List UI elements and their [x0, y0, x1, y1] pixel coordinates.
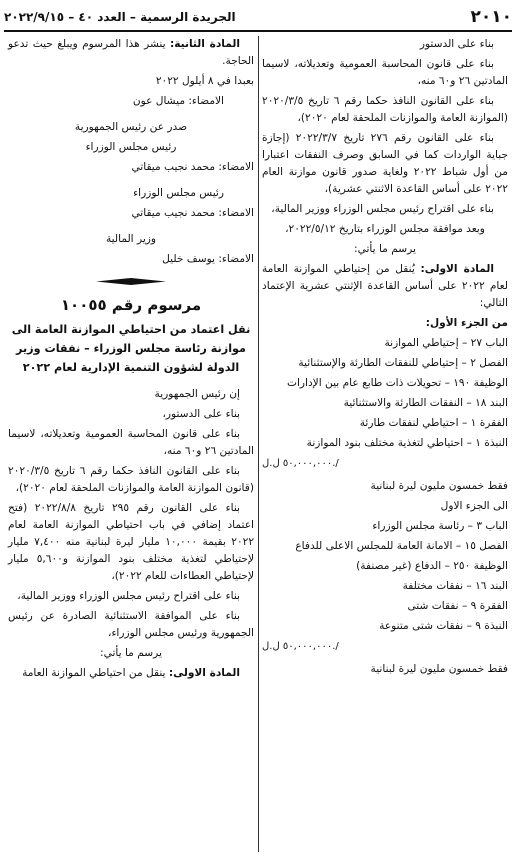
- article-2: [8, 36, 254, 70]
- signature: الامضاء: محمد نجيب ميقاتي: [131, 207, 254, 219]
- amount-words: فقط خمسون مليون ليرة لبنانية: [370, 663, 508, 675]
- from-item: الفقرة ١ – احتياطي لنفقات طارئة: [359, 417, 508, 429]
- from-item: الباب ٢٧ – إحتياطي الموازنة: [384, 337, 508, 349]
- article-1: [8, 665, 254, 682]
- section-divider: [96, 278, 166, 285]
- signature-title: صدر عن رئيس الجمهورية: [74, 121, 188, 133]
- signature: الامضاء: ميشال عون: [132, 95, 224, 107]
- preamble-line: بناء على اقتراح رئيس مجلس الوزراء ووزير المالية،: [17, 590, 240, 602]
- to-item: البند ١٦ – نفقات مختلفة: [402, 580, 508, 592]
- decree-formula: يرسم ما يأتي:: [354, 243, 416, 255]
- decree-subject: نقل اعتماد من احتياطي الموازنة العامة الى موازنة رئاسة مجلس الوزراء – نفقات وزير الدولة لشؤون التنمية الإدارية لعام ٢٠٢٢: [11, 323, 251, 374]
- to-item: الباب ٣ – رئاسة مجلس الوزراء: [372, 520, 508, 532]
- article-1-text: يُنقل من إحتياطي الموازنة العامة لعام ٢٠٢٢ على أساس القاعدة الإثنتي عشرية الإعتماد التالي:: [262, 263, 508, 309]
- issue-line: الجريدة الرسمية – العدد ٤٠ – ٢٠٢٢/٩/١٥: [4, 10, 236, 24]
- date-line: بعبدا في ٨ أيلول ٢٠٢٢: [155, 75, 254, 87]
- preamble-line: بناء على الدستور،: [162, 408, 240, 420]
- from-part-heading: من الجزء الأول:: [425, 317, 508, 329]
- amount-figure: ٥٠,٠٠٠,٠٠٠ ل.ل./: [262, 458, 339, 469]
- from-item: الفصل ٢ – إحتياطي للنفقات الطارئة والإستثنائية: [298, 357, 508, 369]
- signature-role: رئيس مجلس الوزراء: [85, 141, 177, 153]
- page-header: [4, 6, 512, 28]
- column-divider: [258, 36, 259, 852]
- from-item: البند ١٨ – النفقات الطارئة والاستثنائية: [343, 397, 508, 409]
- amount-words: فقط خمسون مليون ليرة لبنانية: [370, 480, 508, 492]
- article-1-text: ينقل من احتياطي الموازنة العامة: [22, 667, 169, 679]
- amount-figure: ٥٠,٠٠٠,٠٠٠ ل.ل./: [262, 641, 339, 652]
- preamble-line: بناء على اقتراح رئيس مجلس الوزراء ووزير المالية،: [271, 203, 494, 215]
- article-2-text: ينشر هذا المرسوم ويبلغ حيث تدعو الحاجة.: [8, 38, 254, 67]
- article-1-label: المادة الاولى:: [420, 263, 494, 275]
- preamble-line: بناء على القانون النافذ حكما رقم ٦ تاريخ ٢٠٢٠/٣/٥ (الموازنة العامة والموازنات الملحقة لعام ٢٠٢٠)،: [262, 95, 508, 124]
- right-column: [262, 36, 508, 681]
- signature-role: وزير المالية: [105, 233, 157, 245]
- preamble-line: إن رئيس الجمهورية: [154, 388, 240, 400]
- preamble-line: بناء على القانون رقم ٢٩٥ تاريخ ٢٠٢٢/٨/٨ (فتح اعتماد إضافي في باب احتياطي الموازنة العامة لعام ٢٠٢٢ بقيمة ١٠,٠٠٠ مليار ليرة لبنانية منه ٧,٤٠٠ مليار لإحتياطي لتغذية مختلف بنود الموازنة و٥,٦٠٠ مليار لإحتياطي العطاءات للعام ٢٠٢٢)،: [8, 502, 255, 582]
- left-column: [8, 36, 254, 685]
- article-2-label: المادة الثانية:: [169, 38, 240, 50]
- preamble-line: بناء على قانون المحاسبة العمومية وتعديلاته، لاسيما المادتين ٢٦ و٦٠ منه،: [8, 428, 254, 457]
- to-item: الوظيفة ٢٥٠ – الدفاع (غير مصنفة): [356, 560, 508, 572]
- article-1: [262, 261, 508, 312]
- decree-formula: يرسم ما يأتي:: [100, 647, 162, 659]
- to-item: النبذة ٩ – نفقات شتى متنوعة: [379, 620, 508, 632]
- preamble-line: بناء على القانون رقم ٢٧٦ تاريخ ٢٠٢٢/٣/٧ (إجازة جباية الواردات كما في السابق وصرف النفقات اعتبارا من أول شباط ٢٠٢٢ ولغاية صدور قانون موازنة العام ٢٠٢٢ على أساس القاعدة الاثنتي عشرية)،: [262, 132, 508, 195]
- preamble-line: بناء على الدستور: [419, 38, 494, 50]
- signature: الامضاء: محمد نجيب ميقاتي: [131, 161, 254, 173]
- preamble-line: بناء على القانون النافذ حكما رقم ٦ تاريخ ٢٠٢٠/٣/٥ (قانون الموازنة العامة والموازنات الملحقة لعام ٢٠٢٠)،: [8, 465, 254, 494]
- approval-line: وبعد موافقة مجلس الوزراء بتاريخ ٢٠٢٢/٥/١٢،: [285, 223, 485, 235]
- from-item: الوظيفة ١٩٠ – تحويلات ذات طابع عام بين الإدارات: [286, 377, 508, 389]
- decree-title: مرسوم رقم ١٠٠٥٥: [60, 296, 202, 314]
- page-number: ٢٠١٠: [470, 7, 512, 27]
- to-item: الفصل ١٥ – الامانة العامة للمجلس الاعلى للدفاع: [295, 540, 508, 552]
- article-1-label: المادة الاولى:: [168, 667, 240, 679]
- signature: الامضاء: يوسف خليل: [162, 253, 254, 265]
- from-item: النبذة ١ – احتياطي لتغذية مختلف بنود الموازنة: [306, 437, 508, 449]
- preamble-line: بناء على الموافقة الاستثنائية الصادرة عن رئيس الجمهورية ورئيس مجلس الوزراء،: [8, 610, 254, 639]
- preamble-line: بناء على قانون المحاسبة العمومية وتعديلاته، لاسيما المادتين ٢٦ و٦٠ منه،: [262, 58, 508, 87]
- signature-role: رئيس مجلس الوزراء: [133, 187, 224, 199]
- to-part-heading: الى الجزء الاول: [440, 500, 508, 512]
- to-item: الفقرة ٩ – نفقات شتى: [407, 600, 508, 612]
- header-rule: [4, 30, 512, 32]
